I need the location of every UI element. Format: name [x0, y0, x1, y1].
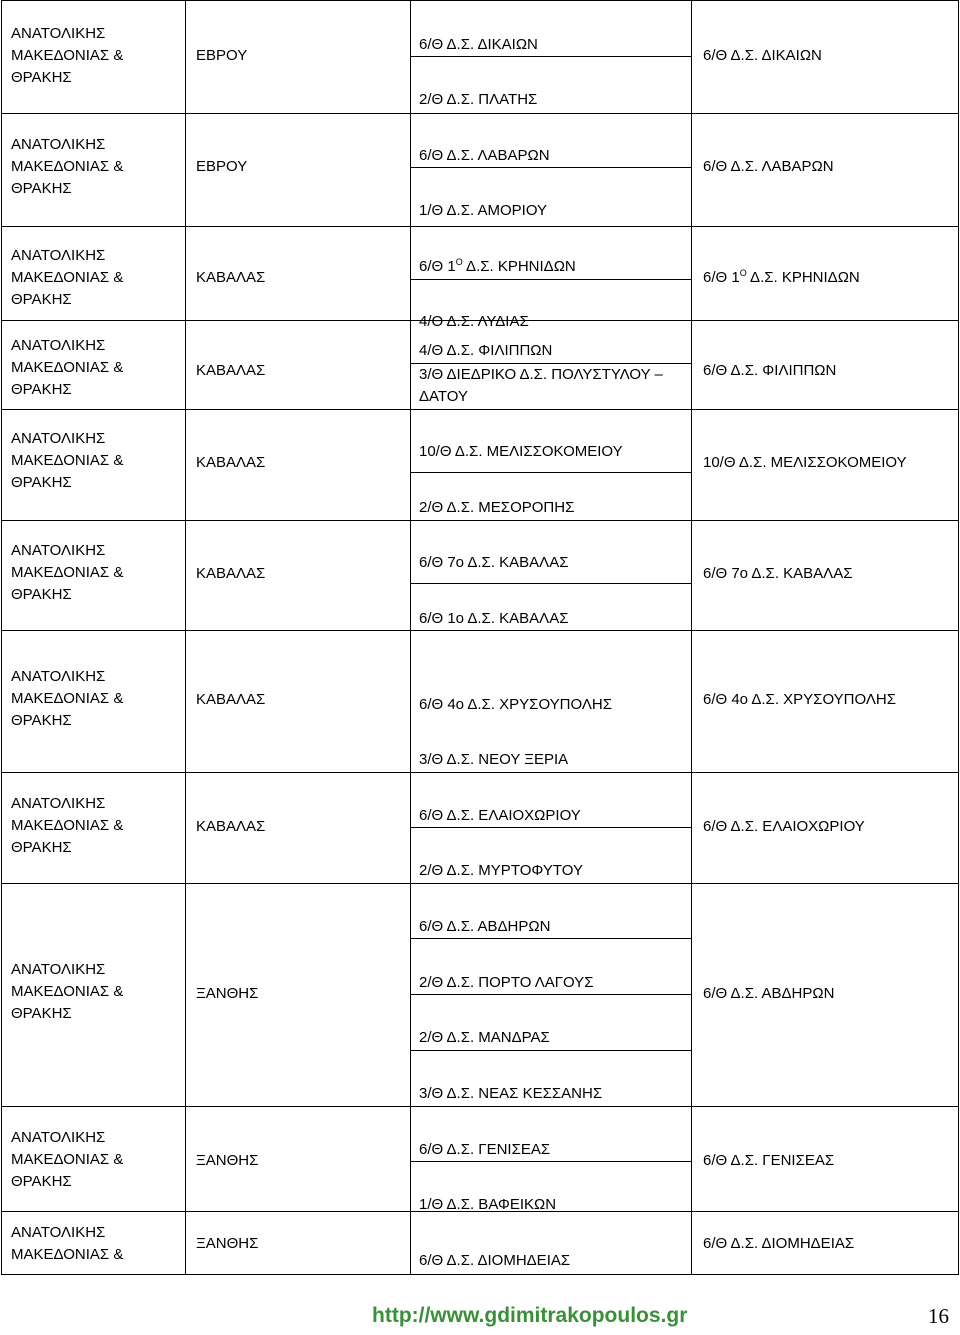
column-border-line	[691, 0, 692, 1274]
region-cell: ΑΝΑΤΟΛΙΚΗΣ	[11, 136, 106, 153]
school-separator-line	[410, 363, 691, 364]
prefecture-cell: ΞΑΝΘΗΣ	[196, 1235, 259, 1252]
row-border-line	[1, 409, 959, 410]
region-cell: ΑΝΑΤΟΛΙΚΗΣ	[11, 337, 106, 354]
school-name: 2/Θ Δ.Σ. ΠΟΡΤΟ ΛΑΓΟΥΣ	[419, 974, 594, 991]
school-name: 4/Θ Δ.Σ. ΦΙΛΙΠΠΩΝ	[419, 342, 553, 359]
region-cell: ΜΑΚΕΔΟΝΙΑΣ &	[11, 359, 124, 376]
school-separator-line	[410, 56, 691, 57]
school-name: 2/Θ Δ.Σ. ΠΛΑΤΗΣ	[419, 91, 538, 108]
school-name: 6/Θ Δ.Σ. ΓΕΝΙΣΕΑΣ	[419, 1141, 551, 1158]
row-border-line	[1, 1106, 959, 1107]
region-cell: ΑΝΑΤΟΛΙΚΗΣ	[11, 542, 106, 559]
school-separator-line	[410, 1161, 691, 1162]
destination-cell: 6/Θ Δ.Σ. ΦΙΛΙΠΠΩΝ	[703, 362, 837, 379]
school-separator-line	[410, 827, 691, 828]
region-cell: ΜΑΚΕΔΟΝΙΑΣ &	[11, 564, 124, 581]
destination-cell: 6/Θ Δ.Σ. ΕΛΑΙΟΧΩΡΙΟΥ	[703, 818, 865, 835]
column-border-line	[1, 0, 2, 1274]
school-name: 3/Θ Δ.Σ. ΝΕΟΥ ΞΕΡΙΑ	[419, 751, 569, 768]
destination-cell: 6/Θ Δ.Σ. ΔΙΚΑΙΩΝ	[703, 47, 822, 64]
school-name: 2/Θ Δ.Σ. ΜΕΣΟΡΟΠΗΣ	[419, 499, 575, 516]
row-border-line	[1, 0, 959, 1]
school-name: 6/Θ 4ο Δ.Σ. ΧΡΥΣΟΥΠΟΛΗΣ	[419, 696, 612, 713]
column-border-line	[185, 0, 186, 1274]
region-cell: ΜΑΚΕΔΟΝΙΑΣ &	[11, 983, 124, 1000]
region-cell: ΑΝΑΤΟΛΙΚΗΣ	[11, 668, 106, 685]
school-name: 3/Θ Δ.Σ. ΝΕΑΣ ΚΕΣΣΑΝΗΣ	[419, 1085, 603, 1102]
row-border-line	[1, 226, 959, 227]
region-cell: ΜΑΚΕΔΟΝΙΑΣ &	[11, 269, 124, 286]
region-cell: ΘΡΑΚΗΣ	[11, 180, 72, 197]
school-name: 1/Θ Δ.Σ. ΑΜΟΡΙΟΥ	[419, 202, 548, 219]
region-cell: ΜΑΚΕΔΟΝΙΑΣ &	[11, 452, 124, 469]
school-separator-line	[410, 583, 691, 584]
region-cell: ΘΡΑΚΗΣ	[11, 839, 72, 856]
school-name: 4/Θ Δ.Σ. ΛΥΔΙΑΣ	[419, 313, 529, 330]
region-cell: ΘΡΑΚΗΣ	[11, 1005, 72, 1022]
region-cell: ΑΝΑΤΟΛΙΚΗΣ	[11, 1224, 106, 1241]
region-cell: ΘΡΑΚΗΣ	[11, 1173, 72, 1190]
school-name: 3/Θ ΔΙΕΔΡΙΚΟ Δ.Σ. ΠΟΛΥΣΤΥΛΟΥ –	[419, 366, 663, 383]
school-name: 6/Θ Δ.Σ. ΔΙΟΜΗΔΕΙΑΣ	[419, 1252, 571, 1269]
row-border-line	[1, 1211, 959, 1212]
region-cell: ΜΑΚΕΔΟΝΙΑΣ &	[11, 158, 124, 175]
prefecture-cell: ΚΑΒΑΛΑΣ	[196, 818, 266, 835]
prefecture-cell: ΕΒΡΟΥ	[196, 47, 248, 64]
region-cell: ΘΡΑΚΗΣ	[11, 291, 72, 308]
row-border-line	[1, 520, 959, 521]
region-cell: ΘΡΑΚΗΣ	[11, 69, 72, 86]
region-cell: ΜΑΚΕΔΟΝΙΑΣ &	[11, 690, 124, 707]
region-cell: ΑΝΑΤΟΛΙΚΗΣ	[11, 961, 106, 978]
region-cell: ΜΑΚΕΔΟΝΙΑΣ &	[11, 817, 124, 834]
school-name: 6/Θ Δ.Σ. ΑΒΔΗΡΩΝ	[419, 918, 551, 935]
region-cell: ΘΡΑΚΗΣ	[11, 586, 72, 603]
row-border-line	[1, 630, 959, 631]
prefecture-cell: ΞΑΝΘΗΣ	[196, 1152, 259, 1169]
school-name: ΔΑΤΟΥ	[419, 388, 468, 405]
school-separator-line	[410, 1050, 691, 1051]
region-cell: ΑΝΑΤΟΛΙΚΗΣ	[11, 795, 106, 812]
school-name: 2/Θ Δ.Σ. ΜΑΝΔΡΑΣ	[419, 1029, 550, 1046]
destination-cell: 6/Θ Δ.Σ. ΑΒΔΗΡΩΝ	[703, 985, 835, 1002]
column-border-line	[410, 0, 411, 1274]
row-border-line	[1, 320, 959, 321]
region-cell: ΑΝΑΤΟΛΙΚΗΣ	[11, 430, 106, 447]
region-cell: ΘΡΑΚΗΣ	[11, 474, 72, 491]
destination-cell: 10/Θ Δ.Σ. ΜΕΛΙΣΣΟΚΟΜΕΙΟΥ	[703, 454, 907, 471]
region-cell: ΘΡΑΚΗΣ	[11, 712, 72, 729]
prefecture-cell: ΕΒΡΟΥ	[196, 158, 248, 175]
school-name: 6/Θ Δ.Σ. ΕΛΑΙΟΧΩΡΙΟΥ	[419, 807, 581, 824]
prefecture-cell: ΚΑΒΑΛΑΣ	[196, 269, 266, 286]
school-separator-line	[410, 994, 691, 995]
school-name: 6/Θ Δ.Σ. ΛΑΒΑΡΩΝ	[419, 147, 550, 164]
school-name: 10/Θ Δ.Σ. ΜΕΛΙΣΣΟΚΟΜΕΙΟΥ	[419, 443, 623, 460]
region-cell: ΑΝΑΤΟΛΙΚΗΣ	[11, 25, 106, 42]
region-cell: ΜΑΚΕΔΟΝΙΑΣ &	[11, 1151, 124, 1168]
row-border-line	[1, 1274, 959, 1275]
destination-cell: 6/Θ $1^O$ Δ.Σ. ΚΡΗΝΙΔΩΝ	[703, 268, 860, 286]
school-separator-line	[410, 279, 691, 280]
school-separator-line	[410, 938, 691, 939]
destination-cell: 6/Θ Δ.Σ. ΓΕΝΙΣΕΑΣ	[703, 1152, 835, 1169]
prefecture-cell: ΞΑΝΘΗΣ	[196, 985, 259, 1002]
row-border-line	[1, 772, 959, 773]
region-cell: ΜΑΚΕΔΟΝΙΑΣ &	[11, 47, 124, 64]
prefecture-cell: ΚΑΒΑΛΑΣ	[196, 454, 266, 471]
destination-cell: 6/Θ 4ο Δ.Σ. ΧΡΥΣΟΥΠΟΛΗΣ	[703, 691, 896, 708]
school-name: 2/Θ Δ.Σ. ΜΥΡΤΟΦΥΤΟΥ	[419, 862, 583, 879]
school-name: 1/Θ Δ.Σ. ΒΑΦΕΙΚΩΝ	[419, 1196, 557, 1213]
school-separator-line	[410, 472, 691, 473]
destination-cell: 6/Θ 7ο Δ.Σ. ΚΑΒΑΛΑΣ	[703, 565, 853, 582]
region-cell: ΘΡΑΚΗΣ	[11, 381, 72, 398]
prefecture-cell: ΚΑΒΑΛΑΣ	[196, 362, 266, 379]
row-border-line	[1, 883, 959, 884]
page-number: 16	[928, 1304, 949, 1328]
destination-cell: 6/Θ Δ.Σ. ΔΙΟΜΗΔΕΙΑΣ	[703, 1235, 855, 1252]
school-name: 6/Θ $1^O$ Δ.Σ. ΚΡΗΝΙΔΩΝ	[419, 257, 576, 275]
school-name: 6/Θ Δ.Σ. ΔΙΚΑΙΩΝ	[419, 36, 538, 53]
prefecture-cell: ΚΑΒΑΛΑΣ	[196, 691, 266, 708]
region-cell: ΑΝΑΤΟΛΙΚΗΣ	[11, 247, 106, 264]
destination-cell: 6/Θ Δ.Σ. ΛΑΒΑΡΩΝ	[703, 158, 834, 175]
column-border-line	[958, 0, 959, 1274]
footer-url-link[interactable]: http://www.gdimitrakopoulos.gr	[372, 1304, 688, 1327]
school-name: 6/Θ 1ο Δ.Σ. ΚΑΒΑΛΑΣ	[419, 610, 569, 627]
prefecture-cell: ΚΑΒΑΛΑΣ	[196, 565, 266, 582]
row-border-line	[1, 113, 959, 114]
region-cell: ΑΝΑΤΟΛΙΚΗΣ	[11, 1129, 106, 1146]
school-separator-line	[410, 167, 691, 168]
region-cell: ΜΑΚΕΔΟΝΙΑΣ &	[11, 1246, 124, 1263]
school-name: 6/Θ 7ο Δ.Σ. ΚΑΒΑΛΑΣ	[419, 554, 569, 571]
